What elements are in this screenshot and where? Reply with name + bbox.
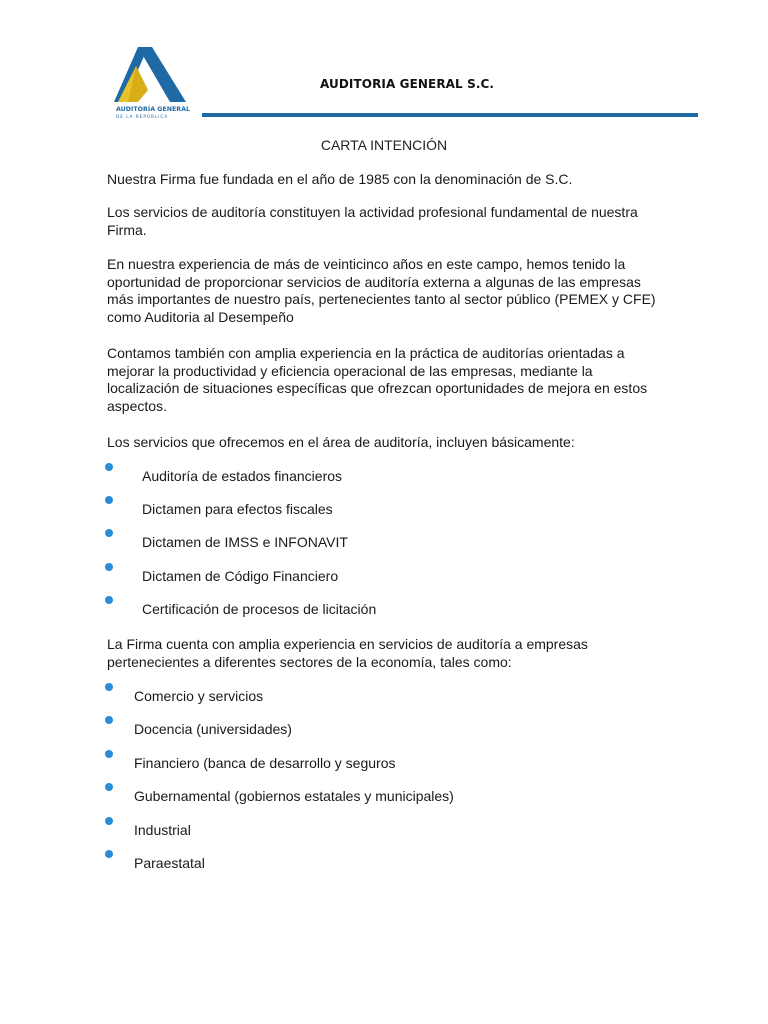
- paragraph-experience: En nuestra experiencia de más de veinticinco años en este campo, hemos tenido la oportunidad de proporcionar servicios de auditoría externa a algunas de las empresas más importantes de nuestro país, pertenecientes tanto al sector público (PEMEX y CFE) como Auditoria al Desempeño: [107, 256, 656, 325]
- bullet-icon: [105, 529, 113, 537]
- bullet-icon: [105, 463, 113, 471]
- bullet-icon: [105, 596, 113, 604]
- logo-line-1: AUDITORÍA GENERAL: [116, 106, 191, 113]
- bullet-icon: [105, 783, 113, 791]
- company-name: AUDITORIA GENERAL S.C.: [320, 77, 495, 91]
- bullet-icon: [105, 683, 113, 691]
- paragraph-sectors-intro: La Firma cuenta con amplia experiencia en servicios de auditoría a empresas pertenecientes a diferentes sectores de la economía, tales como:: [107, 636, 588, 670]
- bullet-icon: [105, 563, 113, 571]
- bullet-icon: [105, 850, 113, 858]
- header-divider: [202, 113, 698, 117]
- auditoria-general-logo: [108, 44, 200, 120]
- paragraph-offer-intro: Los servicios que ofrecemos en el área de auditoría, incluyen básicamente:: [107, 434, 575, 450]
- bullet-icon: [105, 750, 113, 758]
- bullet-icon: [105, 716, 113, 724]
- paragraph-productivity: Contamos también con amplia experiencia en la práctica de auditorías orientadas a mejorar la productividad y eficiencia operacional de las empresas, mediante la localización de situaciones específicas que ofrezcan oportunidades de mejora en estos aspectos.: [107, 345, 648, 414]
- document-title: CARTA INTENCIÓN: [320, 137, 448, 153]
- document-page: AUDITORÍA GENERAL DE LA REPÚBLICA AUDITORIA GENERAL S.C. CARTA INTENCIÓN Nuestra Firma fue fundada en el año de 1985 con la denominación de S.C. Los servicios de auditoría constituyen la actividad profesional fundamental de nuestra Firma. En nuestra experiencia de más de veinticinco años en este campo, hemos tenido la oportunidad de proporcionar servicios de auditoría externa a algunas de las empresas más importantes de nuestro país, pertenecientes tanto al sector público (PEMEX y CFE) como Auditoria al Desempeño Contamos también con amplia experiencia en la práctica de auditorías orientadas a mejorar la productividad y eficiencia operacional de las empresas, mediante la localización de situaciones específicas que ofrezcan oportunidades de mejora en estos aspectos. Los servicios que ofrecemos en el área de auditoría, incluyen básicamente: Auditoría de estados financieros Dictamen para efectos fiscales Dictamen de IMSS e INFONAVIT Dictamen de Código Financiero Certificación de procesos de licitación La Firma cuenta con amplia experiencia en servicios de auditoría a empresas pertenecientes a diferentes sectores de la economía, tales como: Comercio y servicios Docencia (universidades) Financiero (banca de desarrollo y seguros Gubernamental (gobiernos estatales y municipales) Industrial Paraestatal: [0, 0, 768, 1024]
- paragraph-services: Los servicios de auditoría constituyen la actividad profesional fundamental de nuestra Firma.: [107, 204, 638, 238]
- bullet-icon: [105, 496, 113, 504]
- paragraph-founding: Nuestra Firma fue fundada en el año de 1985 con la denominación de S.C.: [107, 171, 573, 187]
- logo-line-2: DE LA REPÚBLICA: [116, 114, 169, 119]
- bullet-icon: [105, 817, 113, 825]
